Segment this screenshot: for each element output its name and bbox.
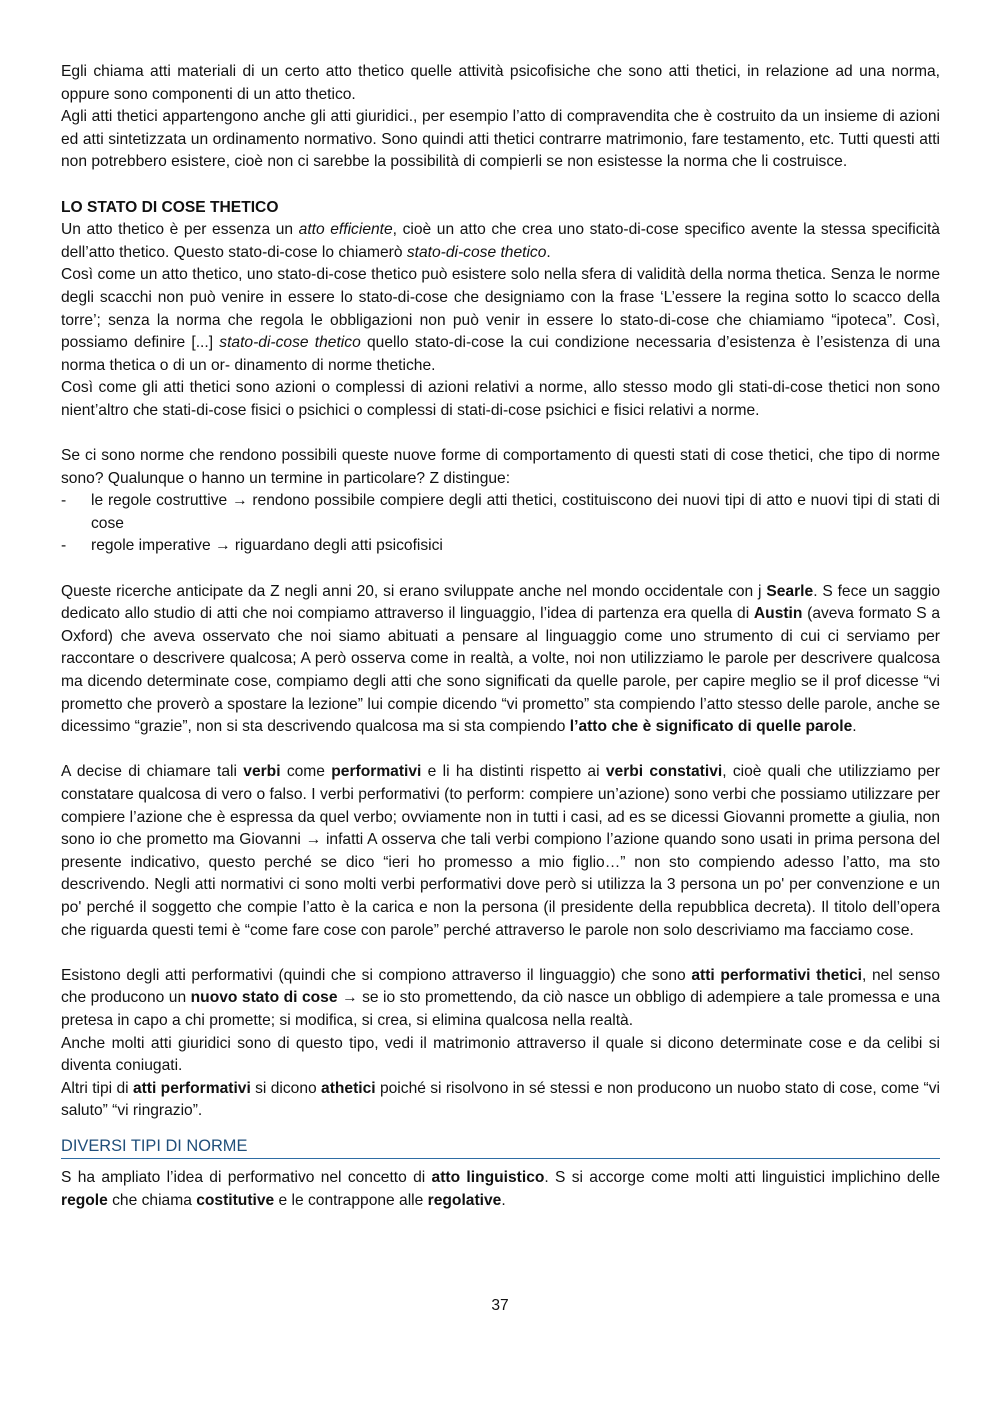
norme-question: Se ci sono norme che rendono possibili queste nuove forme di comportamento di questi stati di cose thetici, che tipo di norme sono? Qualunque o hanno un termine in particolare? Z distingue: <box>61 447 940 487</box>
norme-list <box>61 490 940 558</box>
esistono-paragraph-2: Anche molti atti giuridici sono di questo tipo, vedi il matrimonio attraverso il quale si dicono determinate cose e da celibi si diventa coniugati. <box>61 1034 940 1075</box>
searle-paragraph: Queste ricerche anticipate da Z negli anni 20, si erano sviluppate anche nel mondo occidentale con j Searle. S fece un saggio dedicato allo studio di atti che noi compiamo attraverso il linguaggio, l’idea di partenza era quella di Austin (aveva formato S a Oxford) che aveva osservato che noi siamo abituati a pensare al linguaggio come uno strumento di cui ci serviamo per raccontare o descrivere qualcosa; A però osserva come in realtà, a volte, noi non utilizziamo le parole per descrivere qualcosa ma dicendo determinate cose, compiamo degli atti che sono significati da quelle parole, per capire meglio se il prof dicesse “vi prometto che proverò a spostare la lezione” lui compie dicendo “vi prometto” sta compiendo l’atto stesso delle parole, anche se dicessimo “grazie”, non si sta descrivendo qualcosa ma si sta compiendo l’atto che è significato di quelle parole. <box>61 582 940 736</box>
stato-paragraph-3: Così come gli atti thetici sono azioni o complessi di azioni relativi a norme, allo stesso modo gli stati-di-cose thetici non sono nient’altro che stati-di-cose fisici o psichici o complessi di stati-di-cose psichici e fisici relativi a norme. <box>61 379 940 419</box>
document-body <box>61 61 940 1212</box>
section-title-stato: LO STATO DI COSE THETICO <box>61 198 279 216</box>
heading-diversi-tipi-di-norme: DIVERSI TIPI DI NORME <box>61 1135 940 1159</box>
esistono-paragraph-3: Altri tipi di atti performativi si dicono athetici poiché si risolvono in sé stessi e non producono un nuobo stato di cose, come “vi saluto” “vi ringrazio”. <box>61 1079 940 1120</box>
intro-paragraph-1: Egli chiama atti materiali di un certo atto thetico quelle attività psicofisiche che sono atti thetici, in relazione ad una norma, oppure sono componenti di un atto thetico. <box>61 63 940 103</box>
page-number: 37 <box>491 1297 509 1314</box>
final-paragraph: S ha ampliato l’idea di performativo nel concetto di atto linguistico. S si accorge come molti atti linguistici implichino delle regole che chiama costitutive e le contrappone alle regolative. <box>61 1168 940 1209</box>
performativi-paragraph: A decise di chiamare tali verbi come performativi e li ha distinti rispetto ai verbi constativi, cioè quali che utilizziamo per constatare qualcosa di vero o falso. I verbi performativi (to perform: compiere un’azione) sono verbi che possiamo utilizzare per compiere l’azione che è espressa da quel verbo; ovviamente non in tutti i casi, ad es se dicessi Giovanni promette a giulia, non sono io che prometto ma Giovanni → infatti A osserva che tali verbi compiono l’azione quando sono usati in prima persona del presente indicativo, questo perché se dico “ieri ho promesso a mio figlio…” non sto compiendo adesso l’atto, ma sto descrivendo. Negli atti normativi ci sono molti verbi performativi dove però si utilizza la 3 persona un po' per convenzione e un po' perché il soggetto che compie l’atto è la carica e non la persona (il presidente della repubblica decreta). Il titolo dell’opera che riguarda questi temi è “come fare cose con parole” perché attraverso le parole non solo descriviamo ma facciamo cose. <box>61 763 941 939</box>
esistono-paragraph-1: Esistono degli atti performativi (quindi che si compiono attraverso il linguaggio) che sono atti performativi thetici, nel senso che producono un nuovo stato di cose → se io sto promettendo, da ciò nasce un obbligo di adempiere a tale promessa e una pretesa in capo a chi promette; si modifica, si crea, si elimina qualcosa nella realtà. <box>61 966 940 1029</box>
stato-paragraph-1: Un atto thetico è per essenza un atto efficiente, cioè un atto che crea uno stato-di-cose specifico avente la stessa specificità dell’atto thetico. Questo stato-di-cose lo chiamerò stato-di-cose thetico. <box>61 221 940 261</box>
list-item: - regole imperative → riguardano degli atti psicofisici <box>61 535 940 558</box>
stato-paragraph-2: Così come un atto thetico, uno stato-di-cose thetico può esistere solo nella sfera di validità della norma thetica. Senza le norme degli scacchi non può venire in essere lo stato-di-cose che designiamo con la frase ‘L’essere la regina sotto lo scacco della torre’; senza la norma che regola le obbligazioni non può venir in essere lo stato-di-cose che chiamiamo “ipoteca”. Così, possiamo definire [...] stato-di-cose thetico quello stato-di-cose la cui condizione necessaria d’esistenza è l’esistenza di una norma thetica o di un or- dinamento di norme thetiche. <box>61 266 941 374</box>
list-item: - le regole costruttive → rendono possibile compiere degli atti thetici, costituiscono dei nuovi tipi di atto e nuovi tipi di stati di cose <box>61 490 940 535</box>
intro-paragraph-2: Agli atti thetici appartengono anche gli atti giuridici., per esempio l’atto di compravendita che è costruito da un insieme di azioni ed atti sintetizzata un ordinamento normativo. Sono quindi atti thetici contrarre matrimonio, fare testamento, etc. Tutti questi atti non potrebbero esistere, cioè non ci sarebbe la possibilità di compierli se non esistesse la norma che li costruisce. <box>61 108 940 171</box>
